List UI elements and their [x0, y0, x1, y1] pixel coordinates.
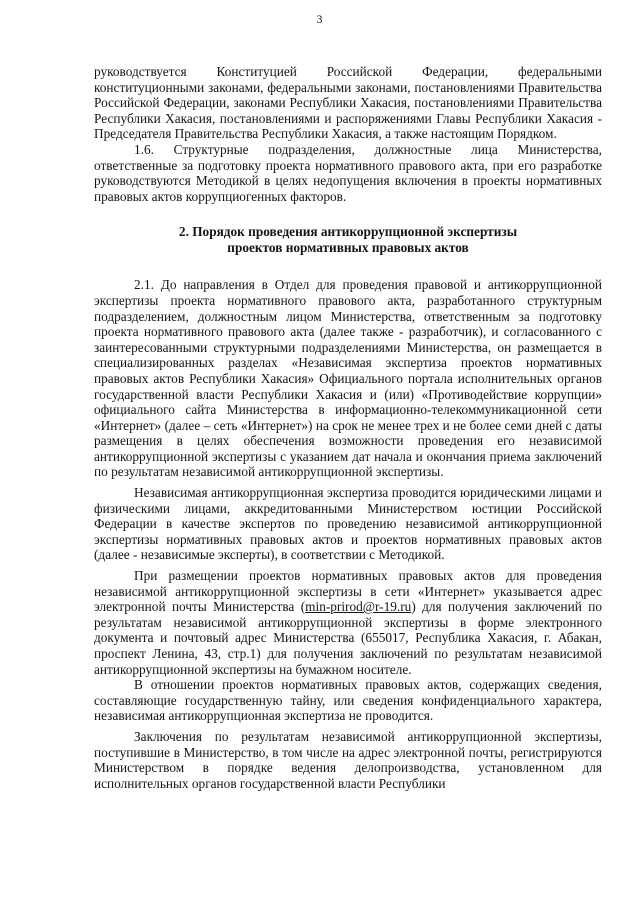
document-body [94, 64, 602, 791]
section-2-heading-line-2: проектов нормативных правовых актов [227, 240, 469, 256]
paragraph-1-6: 1.6. Структурные подразделения, должностные лица Министерства, ответственные за подготовку проекта нормативного правового акта, при его разработке руководствуются Методикой в целях недопущения включения в проекты нормативных правовых актов коррупциогенных факторов. [94, 141, 602, 204]
ministry-email-link[interactable]: min-prirod@r-19.ru [305, 599, 412, 615]
paragraph-conclusions-registration: Заключения по результатам независимой антикоррупционной экспертизы, поступившие в Министерство, в том числе на адрес электронной почты, регистрируются Министерством в порядке ведения делопроизводства, установленном для исполнительных органов государственной власти Республики [94, 728, 602, 791]
paragraph-independent-expertise: Независимая антикоррупционная экспертиза проводится юридическими лицами и физическими лицами, аккредитованными Министерством юстиции Российской Федерации в качестве экспертов по проведению независимой антикоррупционной экспертизы нормативных правовых актов и проектов нормативных правовых актов (далее - независимые эксперты), в соответствии с Методикой. [94, 485, 602, 563]
placement-text-before-email: При размещении проектов нормативных правовых актов для проведения независимой антикоррупционной экспертизы в сети «Интернет» указывается адрес электронной почты Министерства ( [94, 568, 602, 615]
page-number: 3 [316, 14, 323, 26]
paragraph-placement-contacts [94, 568, 602, 677]
placement-text-after-email: ) для получения заключений по результатам независимой антикоррупционной экспертизы в форме электронного документа и почтовый адрес Министерства (655017, Республика Хакасия, г. Абакан, проспект Ленина, 43, стр.1) для получения заключений по результатам независимой антикоррупционной экспертизы на бумажном носителе. [94, 599, 602, 677]
paragraph-2-1: 2.1. До направления в Отдел для проведения правовой и антикоррупционной экспертизы проекта нормативного правового акта, разработанного структурным подразделением, должностным лицом Министерства, ответственным за подготовку проекта нормативного правового акта (далее также - разработчик), и согласованного с заинтересованными структурными подразделениями Министерства, он размещается в специализированных разделах «Независимая экспертиза проектов нормативных правовых актов Республики Хакасия» Официального портала исполнительных органов государственной власти Республики Хакасия и (или) «Противодействие коррупции» официального сайта Министерства в информационно-телекоммуникационной сети «Интернет» (далее – сеть «Интернет») на срок не менее трех и не более семи дней с даты размещения в целях обеспечения возможности проведения его независимой антикоррупционной экспертизы с указанием дат начала и окончания приема заключений по результатам независимой антикоррупционной экспертизы. [94, 277, 602, 480]
section-2-heading-line-1: 2. Порядок проведения антикоррупционной экспертизы [178, 224, 518, 240]
paragraph-1-continuation: руководствуется Конституцией Российской Федерации, федеральными конституционными законами, федеральными законами, постановлениями Правительства Российской Федерации, законами Республики Хакасия, постановлениями Правительства Республики Хакасия, постановлениями и распоряжениями Главы Республики Хакасия - Председателя Правительства Республики Хакасия, а также настоящим Порядком. [94, 64, 602, 142]
paragraph-state-secret-exception: В отношении проектов нормативных правовых актов, содержащих сведения, составляющие государственную тайну, или сведения конфиденциального характера, независимая антикоррупционная экспертиза не проводится. [94, 677, 602, 724]
section-2-heading [94, 224, 602, 256]
